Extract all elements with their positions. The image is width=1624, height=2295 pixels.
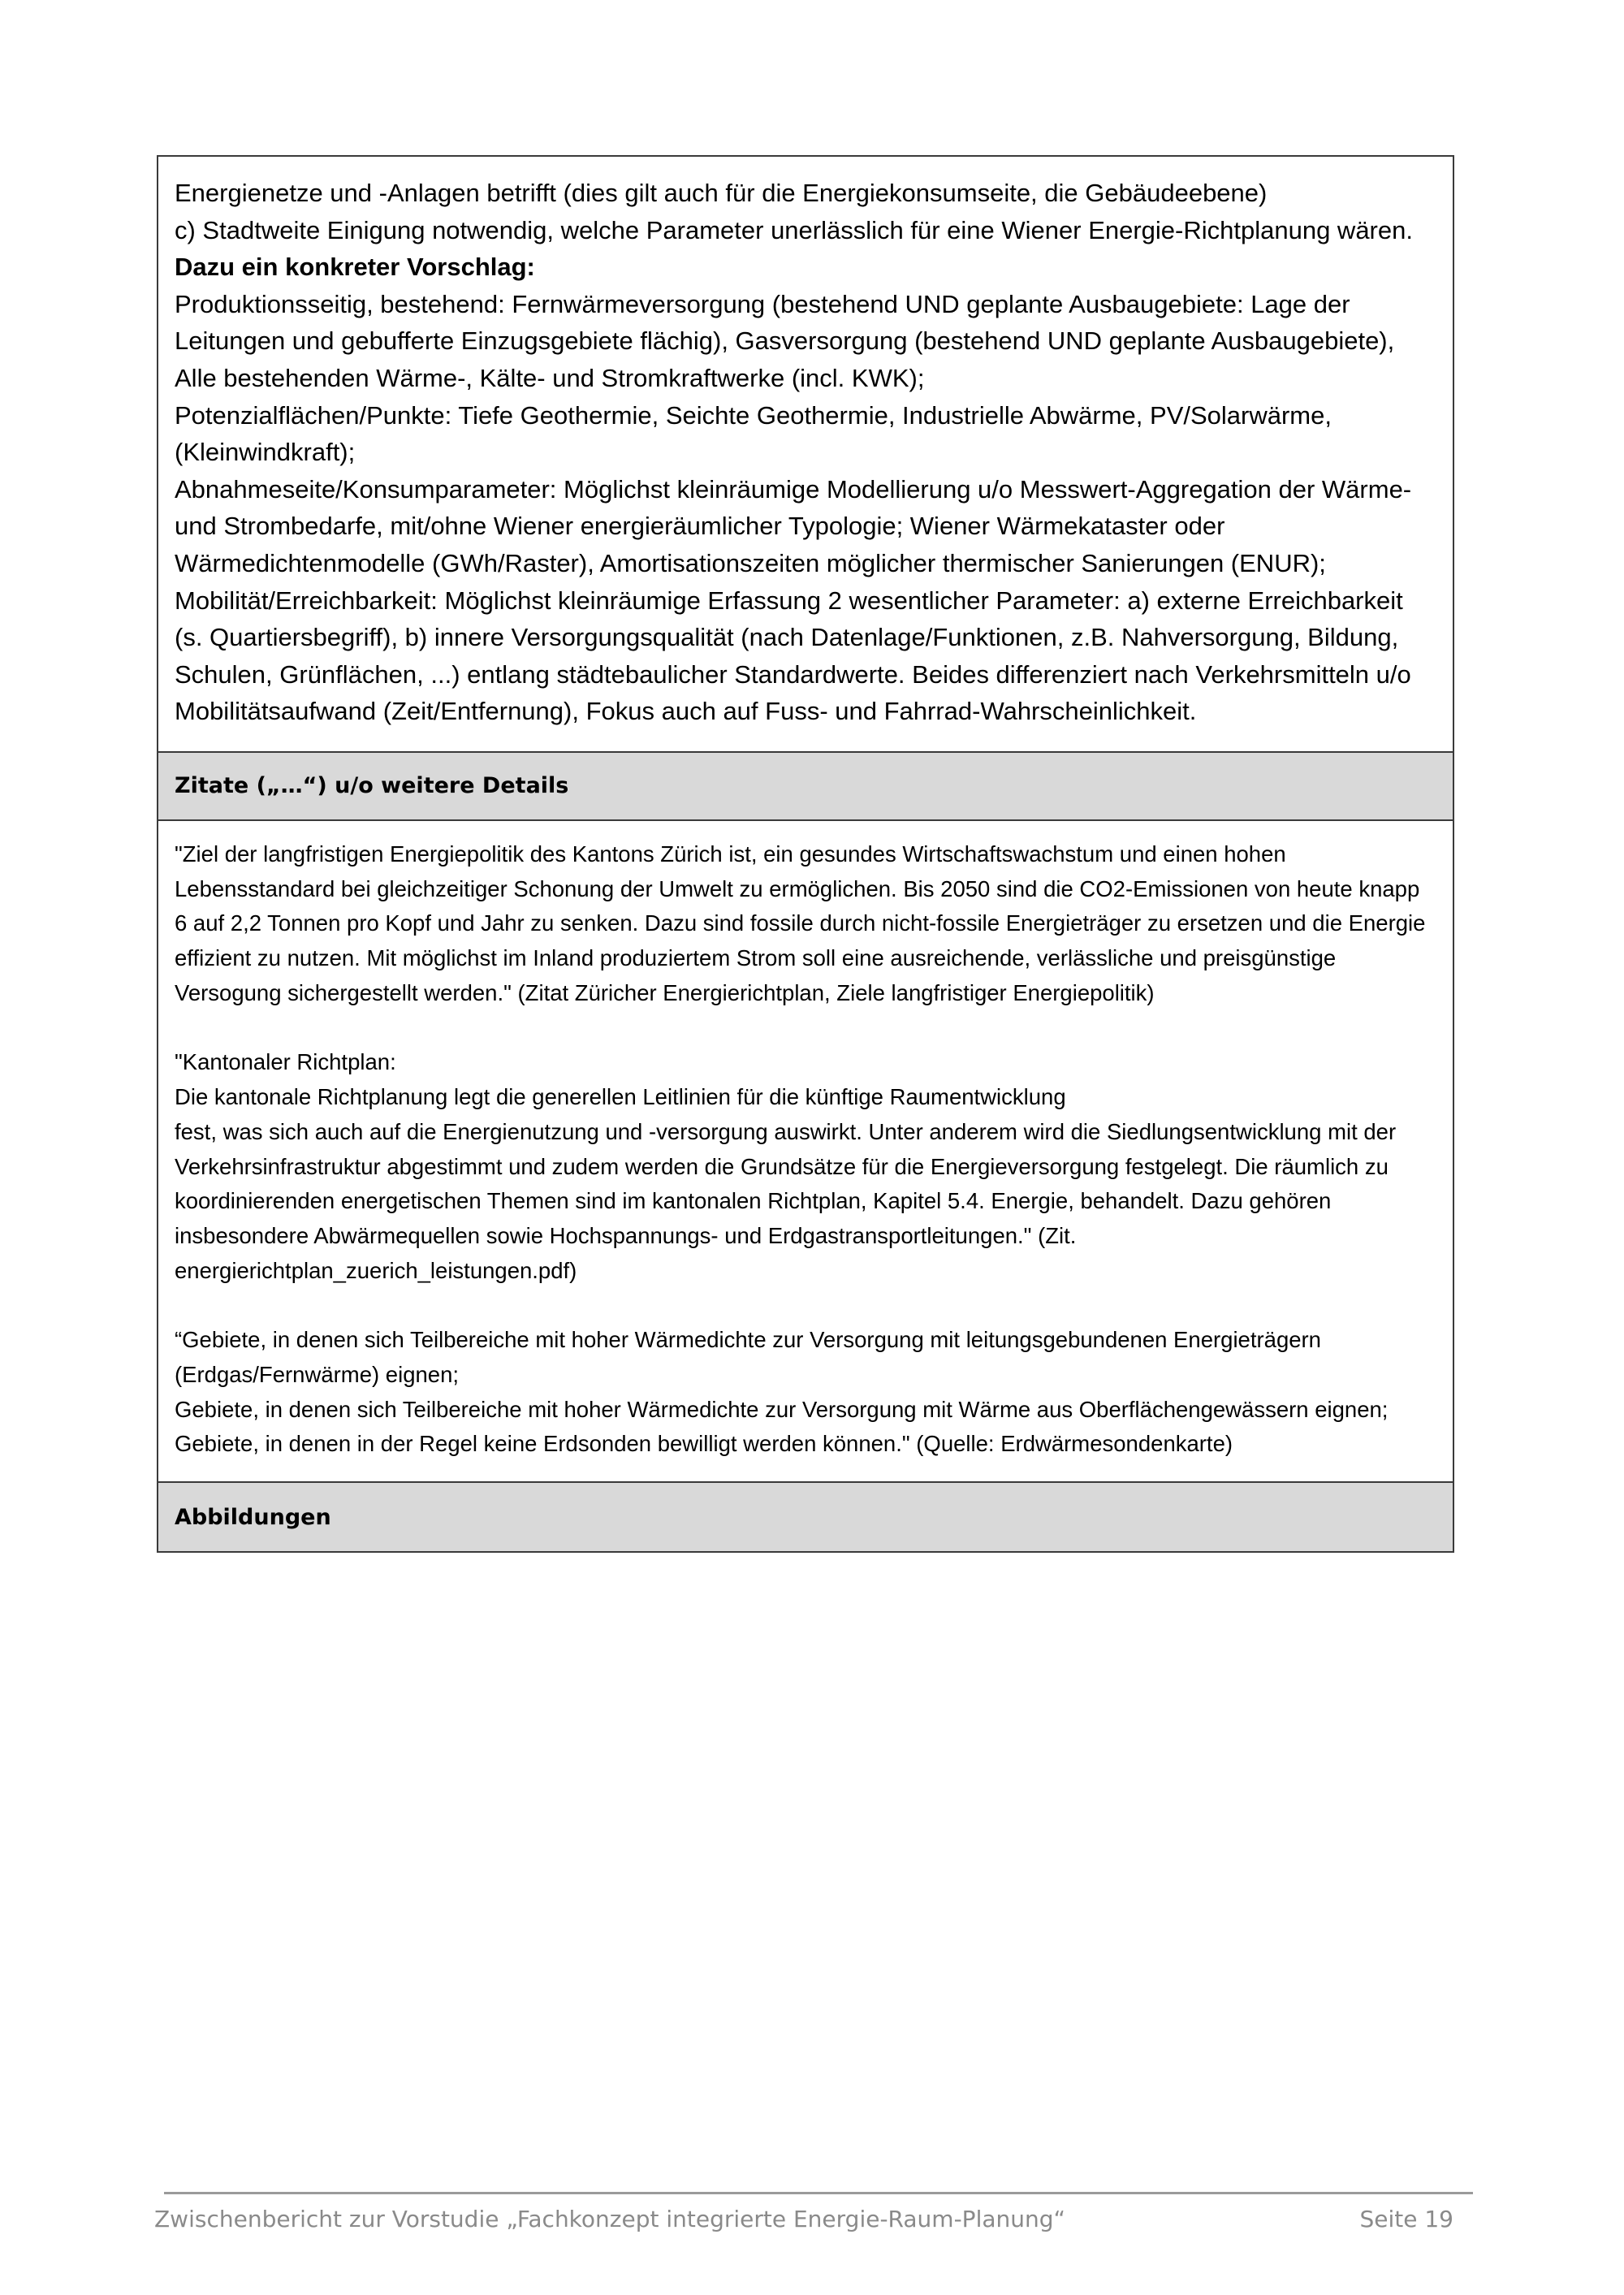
content-table <box>157 155 1454 1553</box>
text-line: Energienetze und -Anlagen betrifft (dies gilt auch für die Energiekonsumseite, die Gebäudeebene) <box>175 179 1268 207</box>
paragraph-production: Produktionsseitig, bestehend: Fernwärmeversorgung (bestehend UND geplante Ausbaugebiete: Lage der Leitungen und gebufferte Einzugsgebiete flächig), Gasversorgung (bestehend UND geplante Ausbaugebiete), Alle bestehenden Wärme-, Kälte- und Stromkraftwerke (incl. KWK); <box>175 289 1395 392</box>
text-line: c) Stadtweite Einigung notwendig, welche Parameter unerlässlich für eine Wiener Energie-Richtplanung wären. <box>175 215 1413 244</box>
quote-zurich-energy: "Ziel der langfristigen Energiepolitik des Kantons Zürich ist, ein gesundes Wirtschaftswachstum und einen hohen Lebensstandard bei gleichzeitiger Schonung der Umwelt zu ermöglichen. Bis 2050 sind die CO2-Emissionen von heute knapp 6 auf 2,2 Tonnen pro Kopf und Jahr zu senken. Dazu sind fossile durch nicht-fossile Energieträger zu ersetzen und die Energie effizient zu nutzen. Mit möglichst im Inland produziertem Strom soll eine ausreichende, verlässliche und preisgünstige Versogung sichergestellt werden." (Zitat Züricher Energierichtplan, Ziele langfristiger Energiepolitik) <box>175 841 1426 1005</box>
figures-header <box>158 1483 1453 1551</box>
page-footer <box>154 2206 1453 2232</box>
quote-area-line: Gebiete, in denen sich Teilbereiche mit hoher Wärmedichte zur Versorgung mit Wärme aus Oberflächengewässern eignen; <box>175 1396 1389 1422</box>
proposal-heading: Dazu ein konkreter Vorschlag: <box>175 253 535 282</box>
footer-title: Zwischenbericht zur Vorstudie „Fachkonzept integrierte Energie-Raum-Planung“ <box>154 2206 1066 2232</box>
quotes-cell <box>158 821 1453 1483</box>
footer-divider <box>164 2192 1473 2194</box>
quote-richtplan-line: Die kantonale Richtplanung legt die generellen Leitlinien für die künftige Raumentwicklung <box>175 1084 1066 1110</box>
quote-richtplan-title: "Kantonaler Richtplan: <box>175 1049 396 1075</box>
quote-richtplan-body: fest, was sich auch auf die Energienutzung und -versorgung auswirkt. Unter anderem wird die Siedlungsentwicklung mit der Verkehrsinfrastruktur abgestimmt und zudem werden die Grundsätze für die Energieversorgung festgelegt. Die räumlich zu koordinierenden energetischen Themen sind im kantonalen Richtplan, Kapitel 5.4. Energie, behandelt. Dazu gehören insbesondere Abwärmequellen sowie Hochspannungs- und Erdgastransportleitungen." (Zit. energierichtplan_zuerich_leistungen.pdf) <box>175 1118 1397 1283</box>
quote-area-line: Gebiete, in denen in der Regel keine Erdsonden bewilligt werden können." (Quelle: Erdwärmesondenkarte) <box>175 1431 1233 1457</box>
paragraph-mobility: Mobilität/Erreichbarkeit: Möglichst kleinräumige Erfassung 2 wesentlicher Parameter: a) externe Erreichbarkeit (s. Quartiersbegriff), b) innere Versorgungsqualität (nach Datenlage/Funktionen, z.B. Nahversorgung, Bildung, Schulen, Grünflächen, ...) entlang städtebaulicher Standardwerte. Beides differenziert nach Verkehrsmitteln u/o Mobilitätsaufwand (Zeit/Entfernung), Fokus auch auf Fuss- und Fahrrad-Wahrscheinlichkeit. <box>175 586 1411 726</box>
quote-area-line: “Gebiete, in denen sich Teilbereiche mit hoher Wärmedichte zur Versorgung mit leitungsgebundenen Energieträgern (Erdgas/Fernwärme) eignen; <box>175 1327 1321 1388</box>
main-text-cell <box>158 157 1453 753</box>
paragraph-consumption: Abnahmeseite/Konsumparameter: Möglichst kleinräumige Modellierung u/o Messwert-Aggregation der Wärme- und Strombedarfe, mit/ohne Wiener energieräumlicher Typologie; Wiener Wärmekataster oder Wärmedichtenmodelle (GWh/Raster), Amortisationszeiten möglicher thermischer Sanierungen (ENUR); <box>175 474 1412 577</box>
page-number: Seite 19 <box>1359 2206 1453 2232</box>
paragraph-potential: Potenzialflächen/Punkte: Tiefe Geothermie, Seichte Geothermie, Industrielle Abwärme, PV/Solarwärme, (Kleinwindkraft); <box>175 400 1332 467</box>
quotes-header-label: Zitate („…“) u/o weitere Details <box>175 773 569 799</box>
figures-header-label: Abbildungen <box>175 1504 331 1530</box>
quotes-header <box>158 753 1453 821</box>
